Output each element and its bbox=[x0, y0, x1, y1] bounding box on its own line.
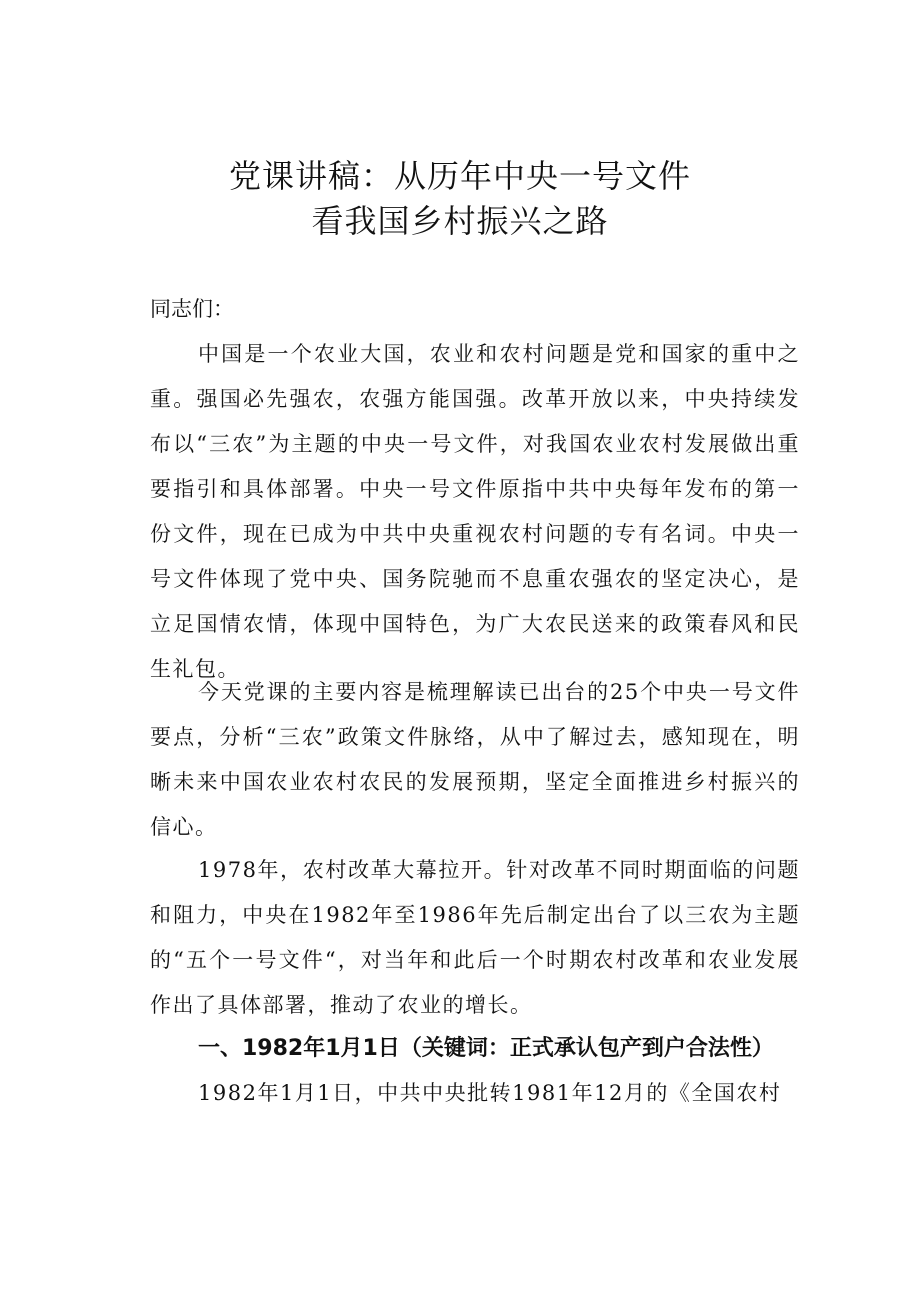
section-heading-1982: 一、1982年1月1日（关键词：正式承认包产到户合法性） bbox=[198, 1036, 774, 1061]
paragraph-1982: 1982年1月1日，中共中央批转1981年12月的《全国农村 bbox=[198, 1081, 782, 1105]
document-title-line-2: 看我国乡村振兴之路 bbox=[311, 202, 609, 240]
paragraph-reform-1978: 1978年，农村改革大幕拉开。针对改革不同时期面临的问题和阻力，中央在1982年至1986年先后制定出台了以三农为主题的“五个一号文件“，对当年和此后一个时期农村改革和农业发展作出了具体部署，推动了农业的增长。 bbox=[150, 858, 800, 1017]
paragraph-lesson-content: 今天党课的主要内容是梳理解读已出台的25个中央一号文件要点，分析“三农”政策文件脉络，从中了解过去，感知现在，明晰未来中国农业农村农民的发展预期，坚定全面推进乡村振兴的信心。 bbox=[150, 680, 800, 839]
paragraph-intro: 中国是一个农业大国，农业和农村问题是党和国家的重中之重。强国必先强农，农强方能国强。改革开放以来，中央持续发布以“三农”为主题的中央一号文件，对我国农业农村发展做出重要指引和具体部署。中央一号文件原指中共中央每年发布的第一份文件，现在已成为中共中央重视农村问题的专有名词。中央一号文件体现了党中央、国务院驰而不息重农强农的坚定决心，是立足国情农情，体现中国特色，为广大农民送来的政策春风和民生礼包。 bbox=[150, 342, 800, 681]
document-title-line-1: 党课讲稿：从历年中央一号文件 bbox=[228, 157, 691, 195]
salutation: 同志们： bbox=[150, 297, 234, 321]
